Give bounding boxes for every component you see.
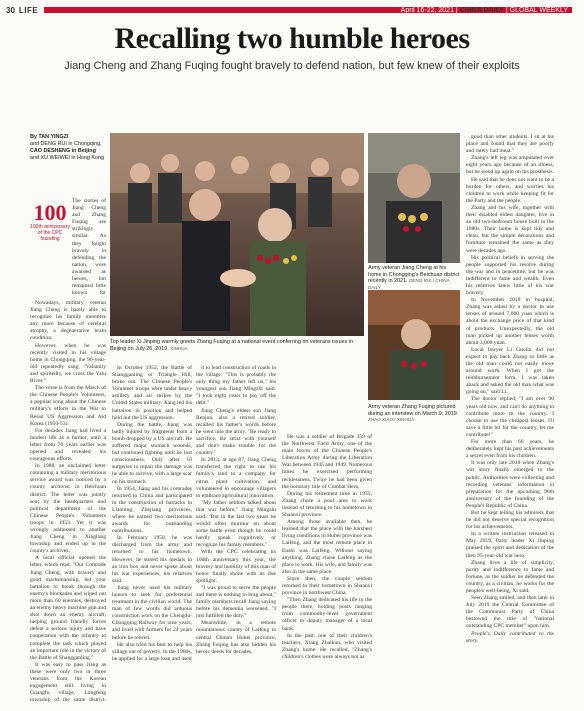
paragraph: But he kept telling his admirers that he did not deserve special recognition for his achievements. <box>466 509 554 531</box>
page-header <box>6 3 578 17</box>
anniversary-caption: 100th anniversary of the CPC founding <box>30 224 70 242</box>
photo2-caption: Army veteran Jiang Cheng at his home in Chongqing's Beichuan district recently in 2021. DENG RUI / CHINA DAILY <box>368 265 460 290</box>
paragraph: Meanwhile, in a remote mountainous county of Laifeng in central China's Hubei province, Zhang Fuqing has also hidden his heroic deeds for decades. <box>196 620 276 655</box>
paragraph: However, when he was recently visited in his village home in Chongqing, the 96-year-old repeatedly sang, "Valiantly and spiritedly, we cross the Yalu River." <box>30 342 106 385</box>
paragraph: In a written instruction released in May 2019, Party leader Xi Jinping praised the spirit and dedication of the then 95-year-old war hero. <box>466 531 554 559</box>
section-label: LIFE <box>18 5 39 15</box>
paragraph: Jiang Cheng's eldest son Jiang Renjun, also a retired soldier, recalled his father's words before he went into the army. "Be ready to sacrifice. Be strict with yourself and don't make trouble for the country." <box>196 407 276 457</box>
header-meta: April 16-22, 2021 | CHINA DAILY | GLOBAL WEEKLY <box>400 6 568 14</box>
photo3-caption: Army veteran Zhang Fuqing pictured during an interview on March 9, 2019. ZHAO XIAO / XINHUA <box>368 404 459 423</box>
paragraph: In November 2018 in hospital, Zhang was asked by a doctor to use lenses of around 7,000 yuan which is about the exchange price of that kind of products. Unexpectedly, the old man picked up another lenses worth about 3,000 yuan. <box>466 297 554 346</box>
paragraph: Since then, the couple seldom returned to their hometown in Shaanxi province in northwest China. <box>282 575 372 597</box>
paragraph: In 1988, an unclaimed letter containing a military meritorious service award was noticed by a county archivist in Beichuan district. The letter was jointly sent by the headquarters and political department of the Chinese People's Volunteers troops in 1953. Yet it was wrongly addressed to another Jiang Cheng in Xinglong township and ended up in the county's archives. <box>30 463 106 555</box>
header-rule <box>44 7 572 13</box>
anniversary-logo <box>30 200 70 244</box>
column-2-body <box>112 365 192 705</box>
paragraph: In 1954, Jiang and his comrades returned to China and participated in the construction of barracks in Liaoning, Zhejiang provinces, where he earned two meritorious awards for outstanding contributions. <box>112 485 192 535</box>
headline: Recalling two humble heroes <box>114 22 470 55</box>
paragraph: A local official opened the letter, which read, "Our Comrade Jiang Cheng, with bravery and good marksmanship, led your battalion to break through the enemy's blockades and wiped out more than 60 enemies, destroyed an enemy heavy machine gun and shot down an enemy aircraft, helping ground friendly forces defeat a serious injury and have cooperation with the infantry to complete the task which played an important role in the victory of the Battle of Shangganling." <box>30 555 106 661</box>
byline: By TAN YINGZI and DENG RUI in Chongqing, CAO DESHENG in Beijing and XU WEIWEI in Hong Kong <box>30 134 104 161</box>
column-5-body <box>466 134 554 704</box>
photo1-caption: Top leader Xi Jinping warmly greets Zhang Fuqing at a national event conferring on veterans issues in Beijing on July 26, 2019. XINHUA <box>110 339 354 352</box>
paragraph: Jiang never used his military honors to seek for preferential treatment in the civilian world. The man of few words did arduous construction work on the Chengdu-Chongqing Railway for nine years, and lived with farmers for 24 years before he retired. <box>112 584 192 641</box>
contributor-note: People's Daily contributed to the story. <box>466 630 554 644</box>
paragraph: For more than 60 years, he deliberately kept his past achievements a secret even from his children. <box>466 439 554 460</box>
paragraph: The verse is from the March of the Chinese People's Volunteers, a popular song about the Chinese military's efforts in the War to Resist US Aggression and Aid Korea (1950-53). <box>30 385 106 427</box>
photo-image <box>368 133 460 263</box>
column-4-body <box>282 434 372 704</box>
paragraph: With the CPC celebrating its 100th anniversary this year, the bravery and humility of this man of honor finally shone with its due spotlight. <box>196 549 276 584</box>
paragraph: Zhang and his wife, together with their disabled eldest daughter, live in an old two-bedroom house built in the 1980s. Their home is kept tidy and clean, but the simple decorations and furniture remained the same as they were decades ago. <box>466 204 554 254</box>
paragraph: During his retirement time in 1955, Zhang chose a poor area to work instead of returning to his hometown in Shaanxi province. <box>282 490 372 519</box>
paragraph: "I was proud to serve the people and there is nothing to brag about," family members recall Jiang saying before his dementia worsened. "I just fulfilled the duty." <box>196 584 276 620</box>
paragraph: Nowadays, military veteran Jiang Cheng is barely able to recognize his family members any more because of cerebral atrophy, a degenerative brain condition. <box>30 300 106 342</box>
photo-jiang-cheng <box>368 133 460 263</box>
paragraph: good than other students. I sit at his place and found that they are poorly and rarely had meat." <box>466 134 554 155</box>
photo-image <box>368 290 460 400</box>
paragraph: Among those available then, he learned that the place with the harshest living conditions in Hubei province was Laifeng, and the most remote place in Enshi was Laifeng. Without saying anything, Zhang chose Laifeng as the place to work. His wife, and family was also in the same place. <box>282 519 372 575</box>
paper-name: CHINA DAILY <box>459 6 504 14</box>
paragraph: It was easy to pass Jiang as these were only two or three veterans from the Korean engagement still living in Guangfu village, Longfeng township of the same district. <box>30 661 106 704</box>
paragraph: In February 1958, he was discharged from the army and returned to his hometown. However, he stored his medals in an iron box and never spoke about his war experiences, his relatives said. <box>112 535 192 584</box>
column-1-body <box>30 300 106 704</box>
photo-image <box>110 133 364 336</box>
paragraph: He said that he does not want to be a burden for others, and worries his children to work while keeping fit for the Party and the people. <box>466 176 554 204</box>
paragraph: Local lawyer Li Guolin did not expect to pay back Zhang so little as the old man could not easily move around work. When I got the reimbursement form, I was taken aback and asked the old man what was going on," said Li. <box>466 346 554 396</box>
paragraph: "Then Zhang dedicated his life to the people there, holding posts ranging from commodity-level government officer to deputy manager of a local bank. <box>282 597 372 632</box>
paragraph: Zhang lives a life of simplicity, purity and indifference to fame and fortune, as the soldier he defended the country, as a civilian, he works for the people's well-being, Xi said. <box>466 559 554 594</box>
paragraph: Zhang's left leg was amputated over eight years ago because of an illness, but he stood up again on his prosthesis. <box>466 155 554 176</box>
photo-xi-greets-zhang <box>110 133 364 336</box>
paragraph: Seen Zhang smiled, and then later in July 2019 the Central Committee of the Communist Party of China bestowed the title of "national outstanding CPC member" upon him. <box>466 595 554 630</box>
paragraph: In the past, one of their children's teachers, Xiang Zhaikun, who visited Zhang's home. He recalled, "Zhang's children's clothes were always not as <box>282 632 372 660</box>
paragraph: "My father seldom talked about that war before," Jiang Mingzhi said. "But in the last two years he would often murmur on about some battle even though he could hardly speak cognitively or recognize his family members." <box>196 499 276 549</box>
paragraph: It was only late 2018 when Zhang's war story finally emerged to the public. Authorities were collecting and recording veterans' information in preparation for the upcoming 90th anniversary of the founding of the People's Republic of China. <box>466 460 554 509</box>
paragraph: He also tried his best to help his village out of poverty. In the 1980s, he applied for a large loan and used <box>112 641 192 662</box>
paragraph: In 2013, at age 87, Jiang Cheng transferred the right to use his family's land to a company for citrus plant cultivation, and volunteered to encourage villagers to embrace agricultural innovation. <box>196 457 276 499</box>
paragraph: He was a soldier of Brigade 359 of the Northwest Field Army, one of the main forces of the Chinese People's Liberation Army during the Liberation War between 1945 and 1949. Numerous times he exercised performing recklessness, Twice he had been given the honorary title of Combat Hero. <box>282 434 372 490</box>
paragraph: it to lead construction of roads in the village. "This is probably the only thing my father left us," his youngest son Jiang Mingzhi said. "I took eight years to pay off the debt." <box>196 365 276 407</box>
paragraph: His political beliefs in serving the people supported his resolve during the war and in peacetime, but he was indifferent to fame and wealth. Even his relatives knew little of his war bravery. <box>466 254 554 297</box>
page-number: 30 <box>6 5 15 15</box>
paragraph: In October 1952, the Battle of Shangganling or Triangle Hill, broke out. The Chinese People's Volunteer troops were under heavy artillery and air strikes by the United States military. Jiang led his battalion in position and helped hold out the US aggression. <box>112 365 192 421</box>
paragraph: During the battle, Jiang was badly injured by fragments from a bomb dropped by a US aircraft. He suffered major stomach wounds, but continued fighting until he lost consciousness. Only after 10 surgeries to repair the damage was he able to survive, with a large scar on his stomach. <box>112 421 192 485</box>
paragraph: The doctor replied, "I am over 90 years old now, and can't do anything to contribute more to the country. I choose to use the cheapest lenses. I'll save a little bit for the country, let me contribute!" <box>466 396 554 438</box>
photo-zhang-fuqing <box>368 290 460 400</box>
edition-name: GLOBAL WEEKLY <box>509 6 568 14</box>
issue-date: April 16-22, 2021 <box>400 6 454 14</box>
column-3-body <box>196 365 276 705</box>
deck: Jiang Cheng and Zhang Fuqing fought bravely to defend nation, but few knew of their exploits <box>64 60 520 72</box>
paragraph: For decades Jiang had lived a modest life as a farmer, until a letter from 70 years earlier was opened and revealed his courageous efforts. <box>30 427 106 463</box>
anniversary-number: 100 <box>33 200 67 225</box>
intro-text: The stories of Jiang Cheng and Zhang Fuqing are strikingly similar. As they fought bravely in defending the nation, were awarded as heroes, but remained little known for <box>72 198 106 297</box>
